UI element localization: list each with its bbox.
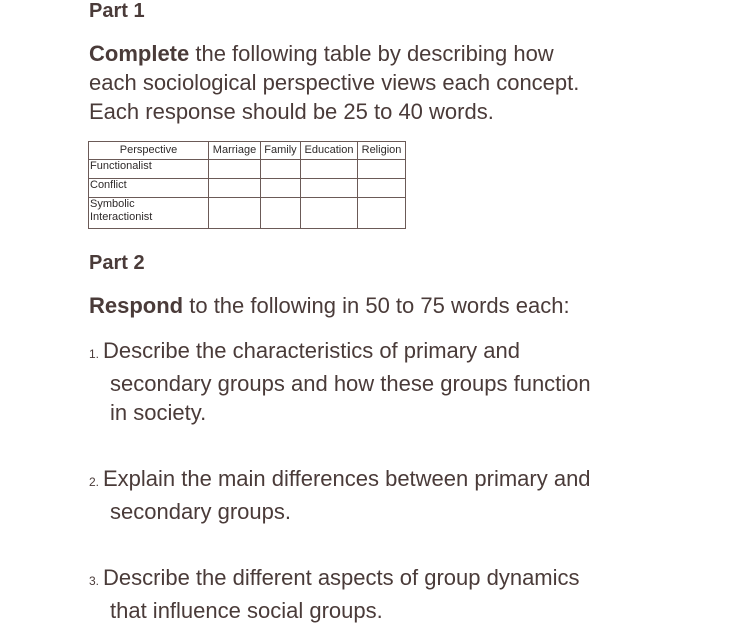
- question-number: 3.: [89, 574, 100, 588]
- question-line: Describe the different aspects of group dynamics: [103, 565, 580, 590]
- instructions-bold-verb: Complete: [89, 41, 190, 66]
- header-family: Family: [261, 142, 301, 160]
- question-line: Describe the characteristics of primary and: [103, 338, 520, 363]
- question-number: 2.: [89, 475, 100, 489]
- row-label-symbolic-interactionist: [89, 198, 209, 229]
- header-education: Education: [301, 142, 358, 160]
- question-item: [89, 464, 689, 526]
- cell-functionalist-marriage[interactable]: [209, 160, 261, 179]
- cell-conflict-religion[interactable]: [358, 179, 406, 198]
- table-header-row: [89, 142, 406, 160]
- part1-heading: Part 1: [89, 0, 145, 22]
- instructions-line1-rest: the following table by describing how: [189, 41, 554, 66]
- row-label-symbolic: Symbolic: [90, 198, 135, 210]
- question-line: Explain the main differences between primary and: [103, 466, 591, 491]
- cell-functionalist-family[interactable]: [261, 160, 301, 179]
- row-label-interactionist: Interactionist: [90, 211, 153, 223]
- table-row-symbolic-interactionist: [89, 198, 406, 229]
- cell-symbolic-family[interactable]: [261, 198, 301, 229]
- table-row-functionalist: [89, 160, 406, 179]
- question-line: that influence social groups.: [110, 598, 383, 623]
- cell-conflict-marriage[interactable]: [209, 179, 261, 198]
- cell-functionalist-religion[interactable]: [358, 160, 406, 179]
- question-line: secondary groups and how these groups function: [110, 371, 591, 396]
- part2-heading: Part 2: [89, 252, 145, 274]
- header-marriage: Marriage: [209, 142, 261, 160]
- question-item: [89, 563, 689, 625]
- question-number: 1.: [89, 347, 100, 361]
- cell-conflict-education[interactable]: [301, 179, 358, 198]
- cell-functionalist-education[interactable]: [301, 160, 358, 179]
- instructions-line3: Each response should be 25 to 40 words.: [89, 99, 494, 124]
- respond-paragraph: [89, 291, 709, 320]
- question-line: in society.: [110, 400, 207, 425]
- question-item: [89, 336, 689, 427]
- table-row-conflict: [89, 179, 406, 198]
- cell-symbolic-education[interactable]: [301, 198, 358, 229]
- row-label-functionalist: Functionalist: [89, 160, 209, 179]
- header-religion: Religion: [358, 142, 406, 160]
- respond-rest: to the following in 50 to 75 words each:: [183, 293, 570, 318]
- row-label-conflict: Conflict: [89, 179, 209, 198]
- cell-symbolic-marriage[interactable]: [209, 198, 261, 229]
- perspective-table: [88, 141, 406, 229]
- cell-symbolic-religion[interactable]: [358, 198, 406, 229]
- instructions-paragraph: [89, 39, 689, 126]
- header-perspective: Perspective: [89, 142, 209, 160]
- instructions-line2: each sociological perspective views each concept.: [89, 70, 580, 95]
- cell-conflict-family[interactable]: [261, 179, 301, 198]
- respond-bold-verb: Respond: [89, 293, 184, 318]
- question-line: secondary groups.: [110, 499, 291, 524]
